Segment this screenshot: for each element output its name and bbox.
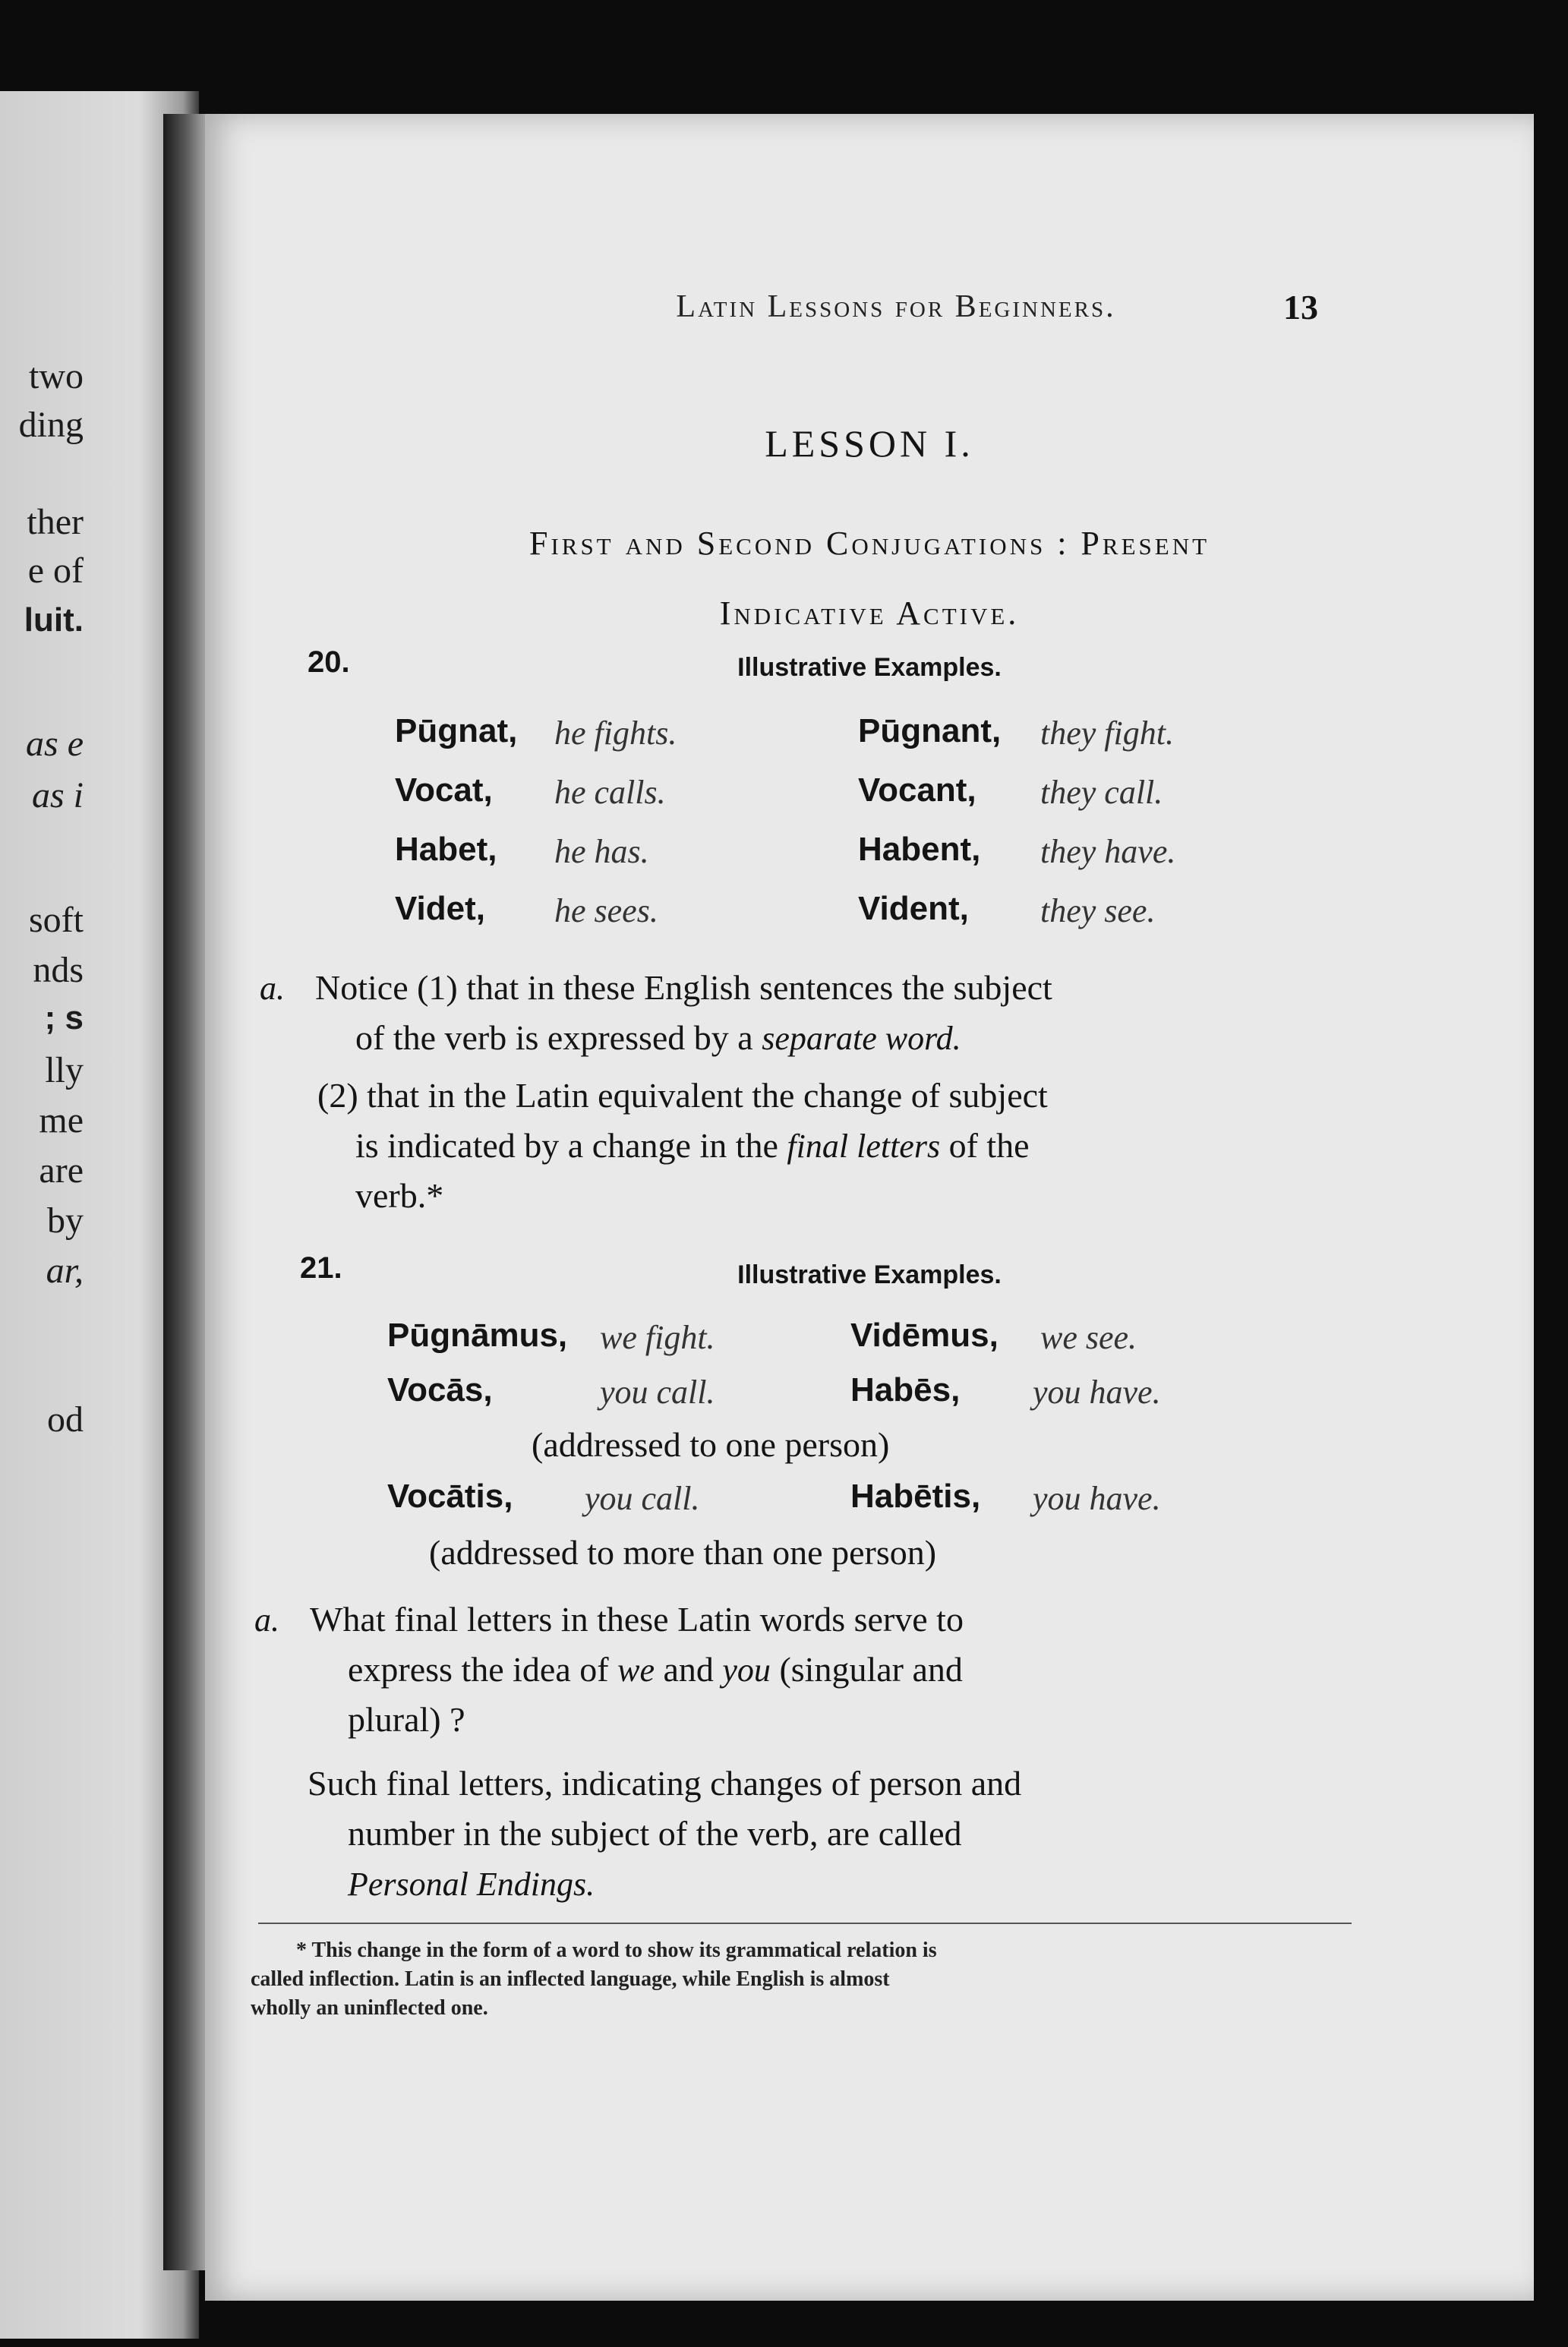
- paragraph-line: is indicated by a change in the final letters of the: [355, 1126, 1030, 1165]
- english-gloss: they see.: [1040, 892, 1156, 929]
- english-gloss: you have.: [1033, 1480, 1161, 1517]
- latin-word: Habētis,: [850, 1478, 981, 1515]
- parenthetical-note: (addressed to one person): [532, 1425, 890, 1464]
- left-fragment: soft: [29, 900, 84, 940]
- paragraph-line: Notice (1) that in these English sentences the subject: [315, 968, 1052, 1007]
- left-fragment: nds: [33, 950, 84, 990]
- section-heading: Illustrative Examples.: [737, 653, 1002, 682]
- latin-word: Vocat,: [395, 771, 493, 809]
- note-label: a.: [260, 970, 285, 1007]
- paragraph-line: (2) that in the Latin equivalent the change of subject: [317, 1076, 1048, 1115]
- paragraph-line: What final letters in these Latin words serve to: [310, 1600, 964, 1639]
- footnote-line: wholly an uninflected one.: [251, 1996, 488, 2020]
- lesson-subtitle: [205, 509, 1534, 648]
- paragraph-line: Such final letters, indicating changes of person and: [308, 1764, 1022, 1803]
- note-label: a.: [254, 1601, 279, 1639]
- english-gloss: they fight.: [1040, 715, 1174, 752]
- latin-word: Pūgnāmus,: [387, 1317, 568, 1354]
- latin-word: Vocant,: [858, 771, 976, 809]
- english-gloss: you have.: [1033, 1374, 1161, 1411]
- english-gloss: we fight.: [600, 1319, 715, 1356]
- english-gloss: you call.: [585, 1480, 700, 1517]
- left-fragment: e of: [27, 550, 84, 591]
- left-fragment: are: [39, 1150, 84, 1191]
- footnote-line: * This change in the form of a word to show its grammatical relation is: [296, 1938, 937, 1962]
- left-fragment: od: [47, 1399, 84, 1440]
- latin-word: Vocātis,: [387, 1478, 513, 1515]
- latin-word: Vident,: [858, 890, 969, 927]
- english-gloss: he calls.: [554, 774, 666, 811]
- latin-word: Habēs,: [850, 1371, 961, 1409]
- parenthetical-note: (addressed to more than one person): [429, 1533, 937, 1572]
- left-fragment: lly: [45, 1050, 84, 1090]
- section-number: 20.: [308, 645, 350, 679]
- left-fragment: by: [47, 1200, 84, 1241]
- paragraph-line: number in the subject of the verb, are called: [348, 1814, 962, 1853]
- right-page: [205, 114, 1534, 2301]
- english-gloss: you call.: [600, 1374, 715, 1411]
- left-fragment: ar,: [46, 1251, 84, 1291]
- footnote-line: called inflection. Latin is an inflected language, while English is almost: [251, 1967, 890, 1991]
- lesson-subtitle-line: First and Second Conjugations : Present: [528, 525, 1210, 562]
- paragraph-line: express the idea of we and you (singular and: [348, 1650, 963, 1689]
- latin-word: Videt,: [395, 890, 486, 927]
- footnote-rule: [258, 1923, 1352, 1924]
- left-fragment: luit.: [24, 601, 84, 639]
- paragraph-line: plural) ?: [348, 1700, 465, 1739]
- left-fragment: two: [29, 356, 84, 396]
- english-gloss: he sees.: [554, 892, 658, 929]
- left-fragment: as e: [26, 724, 84, 764]
- section-heading: Illustrative Examples.: [737, 1260, 1002, 1289]
- running-title: Latin Lessons for Beginners.: [676, 289, 1116, 324]
- paragraph-line: Personal Endings.: [348, 1866, 595, 1903]
- lesson-title: LESSON I.: [765, 422, 974, 465]
- left-fragment: ding: [18, 405, 84, 445]
- latin-word: Pūgnant,: [858, 712, 1002, 749]
- left-fragment: ; s: [44, 999, 84, 1036]
- paragraph-line: of the verb is expressed by a separate word.: [355, 1018, 961, 1057]
- english-gloss: he has.: [554, 833, 649, 870]
- lesson-subtitle-line: Indicative Active.: [719, 595, 1020, 632]
- latin-word: Habet,: [395, 831, 497, 868]
- left-fragment: as i: [31, 775, 84, 815]
- english-gloss: he fights.: [554, 715, 677, 752]
- latin-word: Pūgnat,: [395, 712, 518, 749]
- latin-word: Vidēmus,: [850, 1317, 999, 1354]
- latin-word: Vocās,: [387, 1371, 493, 1409]
- left-fragment: ther: [27, 502, 84, 542]
- latin-word: Habent,: [858, 831, 981, 868]
- page-number: 13: [1283, 288, 1318, 326]
- english-gloss: we see.: [1040, 1319, 1137, 1356]
- english-gloss: they call.: [1040, 774, 1163, 811]
- section-number: 21.: [300, 1251, 342, 1285]
- paragraph-line: verb.*: [355, 1176, 444, 1215]
- english-gloss: they have.: [1040, 833, 1176, 870]
- left-fragment: me: [39, 1100, 84, 1140]
